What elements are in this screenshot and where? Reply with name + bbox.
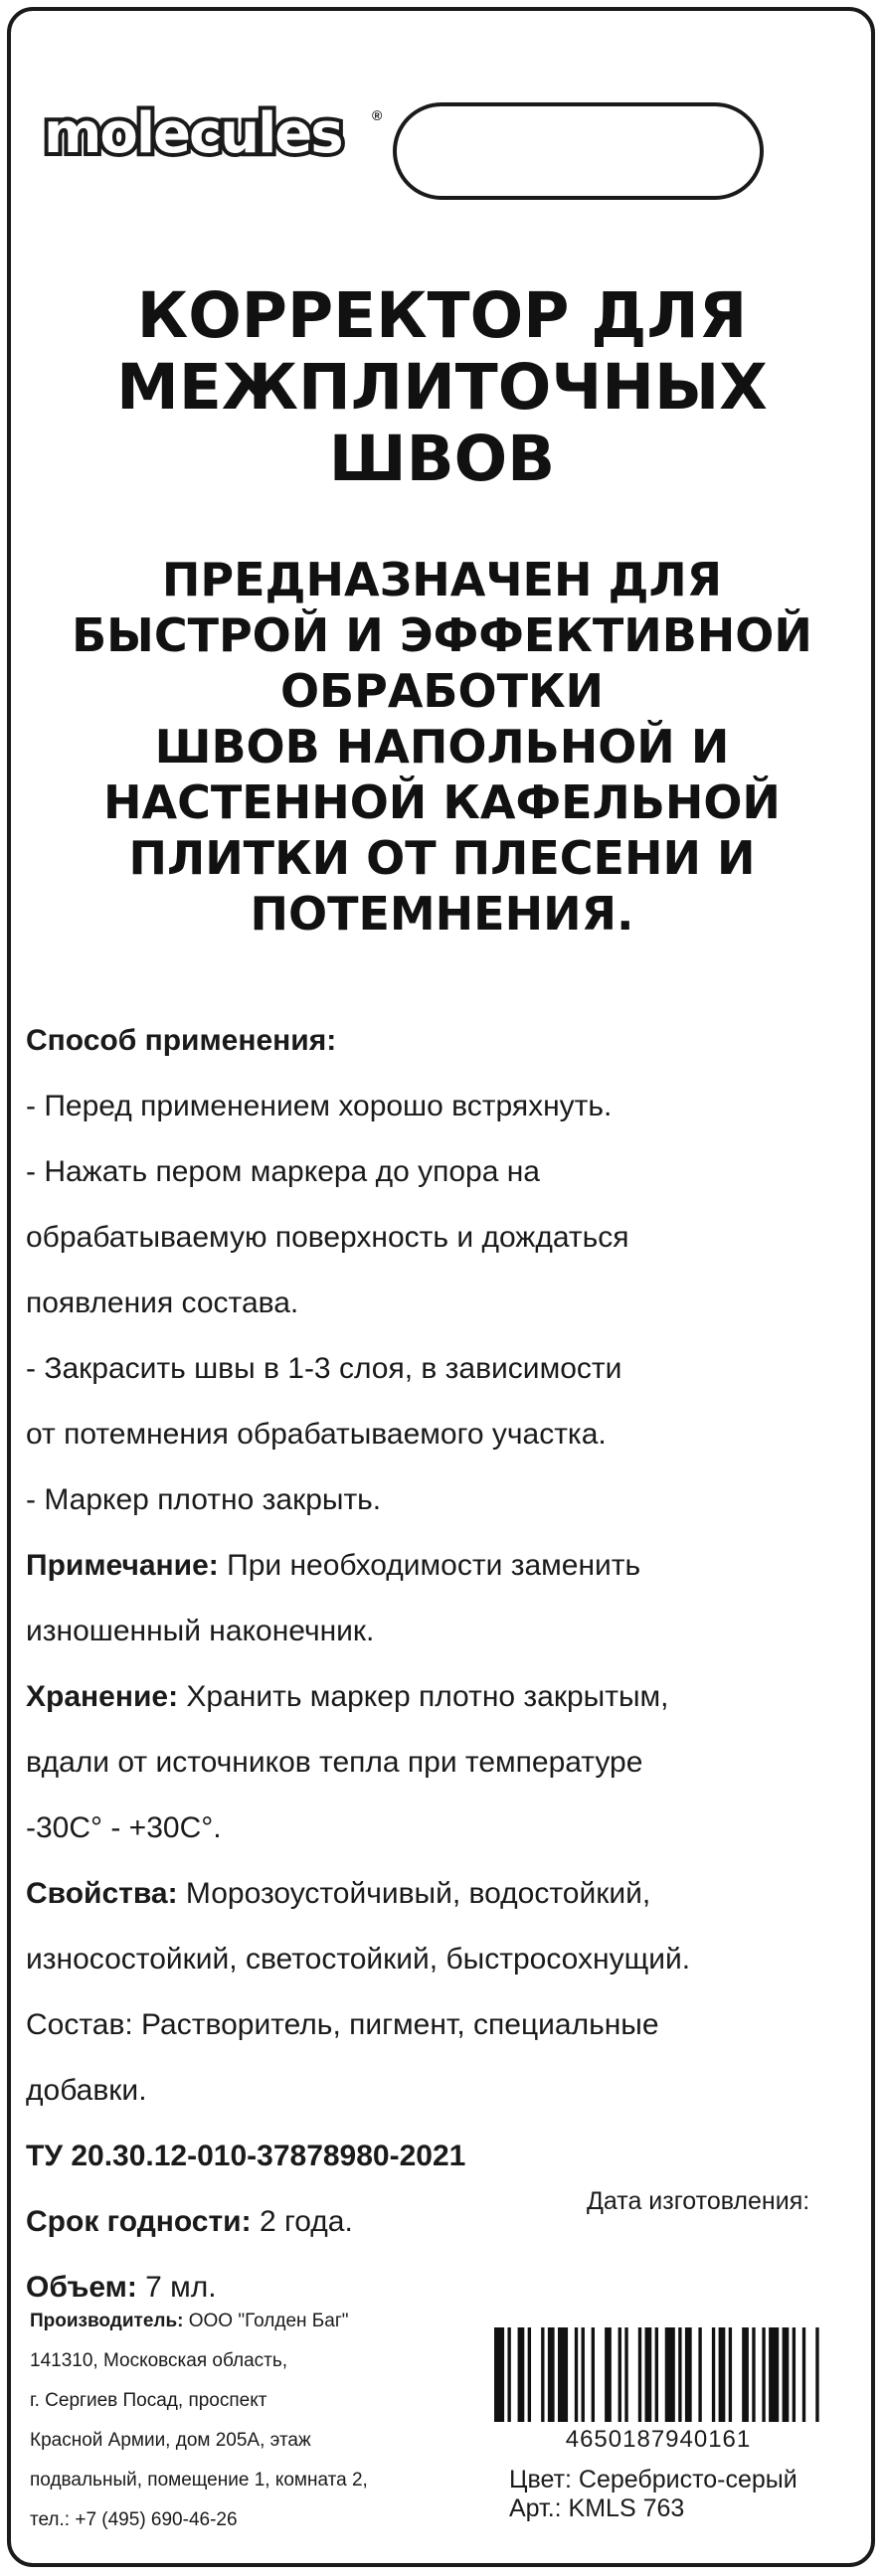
properties-line-2: износостойкий, светостойкий, быстросохнущий. [26, 1943, 691, 1975]
purpose-line: ПОТЕМНЕНИЯ. [250, 887, 634, 941]
barcode-bar [678, 2327, 681, 2422]
maker-address-line: подвальный, помещение 1, комната 2, [30, 2470, 368, 2490]
barcode-bar [541, 2327, 544, 2422]
title-line: МЕЖПЛИТОЧНЫХ [116, 351, 768, 424]
barcode-bar [507, 2327, 510, 2422]
shelf-value: 2 года. [251, 2205, 353, 2238]
maker-label: Производитель: [30, 2311, 184, 2331]
tech-spec: ТУ 20.30.12-010-37878980-2021 [26, 2140, 466, 2172]
usage-line: обрабатываемую поверхность и дождаться [26, 1221, 629, 1254]
storage-label: Хранение: [26, 1680, 179, 1713]
barcode-bar [815, 2327, 818, 2422]
article-line: Арт.: KMLS 763 [509, 2494, 685, 2522]
maker-phone: тел.: +7 (495) 690-46-26 [30, 2509, 238, 2530]
barcode-bar [494, 2327, 504, 2422]
purpose-line: ОБРАБОТКИ [279, 664, 605, 718]
barcode-bar [742, 2327, 749, 2422]
maker-line [30, 2307, 368, 2346]
barcode-bar [518, 2327, 525, 2422]
barcode-bar [769, 2327, 779, 2422]
barcode-bar [752, 2327, 755, 2422]
storage-text: Хранить маркер плотно закрытым, [178, 1680, 669, 1713]
barcode-bar [793, 2327, 796, 2422]
properties-label: Свойства: [26, 1877, 178, 1910]
barcode-bar [558, 2327, 568, 2422]
instructions [26, 1017, 841, 2329]
properties-line [26, 1870, 841, 1936]
color-line: Цвет: Серебристо-серый [509, 2466, 797, 2493]
maker-name: ООО "Голден Баг" [183, 2311, 349, 2331]
note-line-2: изношенный наконечник. [26, 1615, 375, 1647]
purpose-line: НАСТЕННОЙ КАФЕЛЬНОЙ [103, 775, 781, 829]
barcode-bar [624, 2327, 627, 2422]
barcode-bar [548, 2327, 555, 2422]
registered-mark: ® [372, 107, 383, 123]
barcode-bar [729, 2327, 732, 2422]
note-label: Примечание: [26, 1549, 219, 1582]
product-purpose [40, 552, 844, 942]
barcode-bar [762, 2327, 765, 2422]
barcode-bar [592, 2327, 595, 2422]
barcode-bar [712, 2327, 715, 2422]
purpose-line: ПЛИТКИ ОТ ПЛЕСЕНИ И [128, 831, 756, 885]
barcode-bar [528, 2327, 531, 2422]
usage-line: - Закрасить швы в 1-3 слоя, в зависимости [26, 1352, 622, 1385]
logo-text: molecules [44, 101, 342, 166]
barcode [494, 2327, 822, 2422]
purpose-line: ПРЕДНАЗНАЧЕН ДЛЯ [161, 553, 723, 606]
barcode-bar [645, 2327, 652, 2422]
volume-value: 7 мл. [136, 2271, 217, 2304]
properties-text: Морозоустойчивый, водостойкий, [177, 1877, 651, 1910]
barcode-bar [685, 2327, 692, 2422]
usage-heading: Способ применения: [26, 1024, 337, 1057]
usage-line: - Маркер плотно закрыть. [26, 1483, 382, 1516]
barcode-bar [582, 2327, 585, 2422]
composition-line-2: добавки. [26, 2074, 147, 2107]
barcode-bar [619, 2327, 621, 2422]
usage-line: от потемнения обрабатываемого участка. [26, 1418, 607, 1451]
title-line: ШВОВ [328, 423, 556, 495]
purpose-line: ШВОВ НАПОЛЬНОЙ И [154, 720, 730, 773]
shelf-label: Срок годности: [26, 2205, 252, 2238]
volume-label: Объем: [26, 2271, 137, 2304]
product-title [40, 280, 844, 495]
barcode-number: 4650187940161 [565, 2426, 752, 2453]
maker-address-line: г. Сергиев Посад, проспект [30, 2390, 267, 2411]
usage-line: - Перед применением хорошо встряхнуть. [26, 1090, 613, 1122]
storage-line [26, 1673, 841, 1739]
manufacturer-info [30, 2307, 368, 2545]
barcode-bar [802, 2327, 805, 2422]
hang-hole [393, 102, 764, 200]
note-line [26, 1542, 841, 1608]
usage-line: - Нажать пером маркера до упора на [26, 1155, 540, 1188]
manufacture-date-label: Дата изготовления: [587, 2187, 810, 2215]
maker-address-line: Красной Армии, дом 205А, этаж [30, 2430, 311, 2451]
barcode-bar [719, 2327, 726, 2422]
brand-logo [44, 99, 383, 169]
maker-address-line: 141310, Московская область, [30, 2350, 288, 2371]
color-article [509, 2466, 797, 2523]
barcode-bar [783, 2327, 790, 2422]
barcode-bar [698, 2327, 701, 2422]
barcode-bar [655, 2327, 658, 2422]
barcode-bar [638, 2327, 641, 2422]
purpose-line: БЫСТРОЙ И ЭФФЕКТИВНОЙ [72, 608, 812, 662]
usage-line: появления состава. [26, 1287, 299, 1319]
title-line: КОРРЕКТОР ДЛЯ [136, 279, 748, 352]
barcode-bar [665, 2327, 675, 2422]
storage-line-2: вдали от источников тепла при температуре [26, 1746, 643, 1779]
storage-line-3: -30С° - +30С°. [26, 1811, 222, 1844]
barcode-bar [575, 2327, 578, 2422]
barcode-bar [605, 2327, 612, 2422]
composition-line: Состав: Растворитель, пигмент, специальные [26, 2008, 659, 2041]
note-text: При необходимости заменить [218, 1549, 641, 1582]
